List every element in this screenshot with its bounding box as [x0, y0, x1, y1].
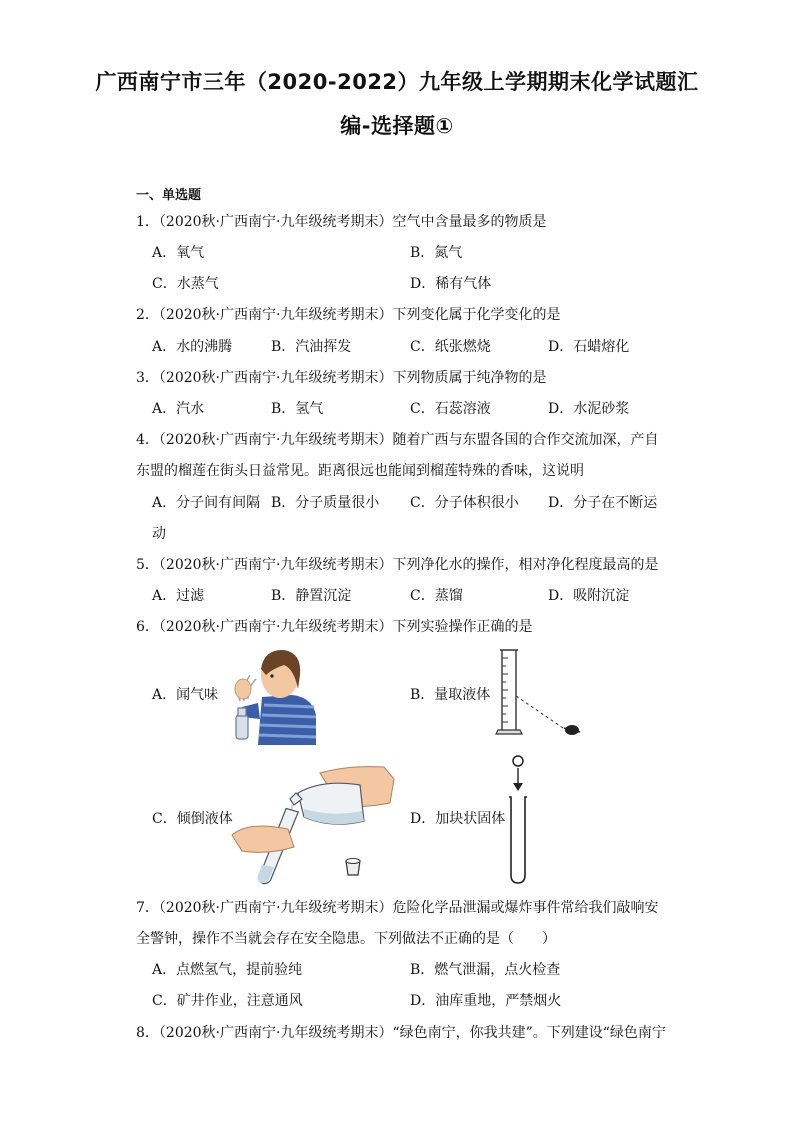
- option-b: B．燃气泄漏，点火检查: [410, 962, 561, 978]
- question-3: [136, 368, 546, 388]
- option-d: D．石蜡熔化: [548, 339, 630, 355]
- question-number: 5．: [136, 557, 159, 573]
- option-d: D．加块状固体: [410, 811, 506, 827]
- question-source: （2020秋·广西南宁·九年级统考期末）: [158, 557, 393, 573]
- question-source: （2020秋·广西南宁·九年级统考期末）: [158, 214, 393, 230]
- smelling-gas-figure: [228, 645, 320, 745]
- question-source: （2020秋·广西南宁·九年级统考期末）: [158, 900, 393, 916]
- question-source: （2020秋·广西南宁·九年级统考期末）: [158, 432, 393, 448]
- option-d: D．分子在不断运: [548, 495, 658, 511]
- question-stem: 下列物质属于纯净物的是: [392, 370, 547, 386]
- section-heading: 一、单选题: [136, 188, 202, 203]
- question-4: [136, 430, 658, 450]
- option-b: B．静置沉淀: [271, 588, 352, 604]
- option-c: C．分子体积很小: [410, 495, 519, 511]
- option-b: B．氮气: [410, 245, 463, 261]
- option-d-continued: 动: [152, 526, 166, 542]
- question-stem: 下列变化属于化学变化的是: [392, 307, 561, 323]
- question-1: [136, 212, 546, 232]
- question-6: [136, 617, 532, 637]
- question-source: （2020秋·广西南宁·九年级统考期末）: [158, 307, 393, 323]
- question-number: 1．: [136, 214, 159, 230]
- question-stem-continued: 全警钟，操作不当就会存在安全隐患。下列做法不正确的是（ ）: [136, 931, 556, 947]
- option-a: A．汽水: [152, 401, 205, 417]
- option-a: A．过滤: [152, 588, 205, 604]
- question-stem: “绿色南宁，你我共建”。下列建设“绿色南宁: [392, 1025, 666, 1041]
- option-a: A．闻气味: [152, 687, 219, 703]
- question-7: [136, 898, 658, 918]
- question-source: （2020秋·广西南宁·九年级统考期末）: [158, 1025, 393, 1041]
- pouring-liquid-figure: [228, 765, 396, 885]
- question-number: 8．: [136, 1025, 159, 1041]
- question-5: [136, 555, 658, 575]
- option-b: B．汽油挥发: [271, 339, 352, 355]
- question-stem: 下列实验操作正确的是: [392, 619, 533, 635]
- question-8: [136, 1023, 666, 1043]
- question-number: 7．: [136, 900, 159, 916]
- document-title-line1: 广西南宁市三年（2020-2022）九年级上学期期末化学试题汇: [95, 70, 699, 94]
- question-source: （2020秋·广西南宁·九年级统考期末）: [158, 370, 393, 386]
- question-number: 4．: [136, 432, 159, 448]
- measuring-cylinder-figure: [462, 646, 587, 738]
- question-stem: 危险化学品泄漏或爆炸事件常给我们敲响安: [392, 900, 659, 916]
- option-d: D．水泥砂浆: [548, 401, 630, 417]
- question-stem: 随着广西与东盟各国的合作交流加深，产自: [392, 432, 659, 448]
- question-number: 2．: [136, 307, 159, 323]
- option-c: C．纸张燃烧: [410, 339, 491, 355]
- question-number: 6．: [136, 619, 159, 635]
- option-b: B．氢气: [271, 401, 324, 417]
- question-source: （2020秋·广西南宁·九年级统考期末）: [158, 619, 393, 635]
- option-a: A．点燃氢气，提前验纯: [152, 962, 303, 978]
- option-a: A．氧气: [152, 245, 205, 261]
- question-2: [136, 305, 560, 325]
- option-b: B．分子质量很小: [271, 495, 380, 511]
- option-d: D．吸附沉淀: [548, 588, 630, 604]
- question-stem: 空气中含量最多的物质是: [392, 214, 547, 230]
- document-title-line2: 编-选择题①: [340, 114, 454, 138]
- option-c: C．矿井作业，注意通风: [152, 993, 303, 1009]
- option-c: C．蒸馏: [410, 588, 463, 604]
- question-number: 3．: [136, 370, 159, 386]
- option-a: A．水的沸腾: [152, 339, 233, 355]
- option-c: C．倾倒液体: [152, 811, 233, 827]
- question-stem: 下列净化水的操作，相对净化程度最高的是: [392, 557, 659, 573]
- adding-solid-figure: [504, 753, 534, 885]
- option-a: A．分子间有间隔: [152, 495, 261, 511]
- option-c: C．石蕊溶液: [410, 401, 491, 417]
- option-c: C．水蒸气: [152, 276, 219, 292]
- option-d: D．油库重地，严禁烟火: [410, 993, 562, 1009]
- option-b: B．量取液体: [410, 687, 491, 703]
- question-stem-continued: 东盟的榴莲在街头日益常见。距离很远也能闻到榴莲特殊的香味，这说明: [136, 463, 584, 479]
- option-d: D．稀有气体: [410, 276, 492, 292]
